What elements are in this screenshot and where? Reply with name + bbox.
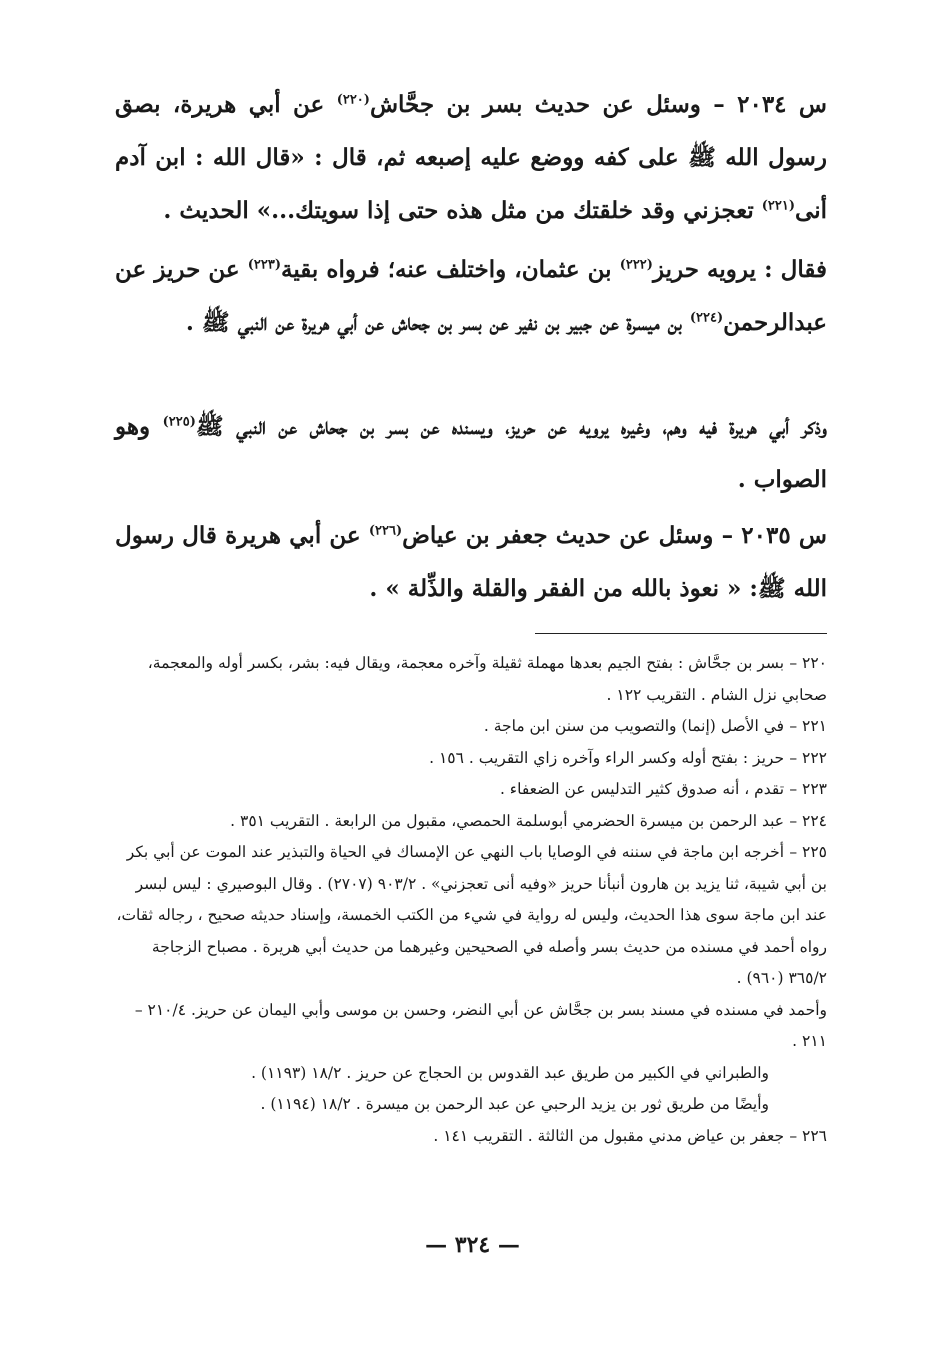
answer-text: فقال : يرويه حريز	[652, 256, 827, 283]
footnote-225-sub	[115, 1089, 827, 1121]
footnote-text: والطبراني في الكبير من طريق عبد القدوس بن الحجاج عن حريز . ١٨/٢ (١١٩٣) .	[251, 1063, 769, 1082]
question-2035	[115, 509, 827, 615]
question-number: س ٢٠٣٥	[741, 522, 827, 549]
footnote-225-sub	[115, 1058, 827, 1090]
answer-text: عن حريز عن عبدالرحمن	[115, 256, 827, 336]
footnote-number: ٢٢١ –	[789, 717, 827, 735]
question-text: عن أبي هريرة، بصق رسول الله ﷺ على كفه ووضع عليه إصبعه ثم، قال : «قال الله : ابن آدم أنى	[115, 91, 827, 224]
footnote-text: حريز : بفتح أوله وكسر الراء وآخره زاي التقريب . ١٥٦ .	[429, 748, 785, 767]
footnote-number: ٢٢٢ –	[789, 748, 827, 767]
footnote-text: وأحمد في مسنده في مسند بسر بن جحَّاش عن أبي النضر، وحسن بن موسى وأبي اليمان عن حريز. ٢١٠/٤ – ٢١١ .	[134, 1000, 827, 1050]
footnote-number: ٢٢٦ –	[789, 1126, 827, 1145]
page-number: — ٣٢٤ —	[425, 1232, 520, 1258]
footnote-number: ٢٢٣ –	[789, 780, 827, 798]
footnote-223	[115, 774, 827, 806]
footnotes	[115, 648, 827, 1152]
footnote-222	[115, 743, 827, 775]
footnote-ref: (٢٢٦)	[368, 523, 403, 539]
question-number: س ٢٠٣٤	[737, 91, 827, 118]
footnote-225	[115, 837, 827, 995]
footnote-text: بسر بن جحَّاش : بفتح الجيم بعدها مهملة ثقيلة وآخره معجمة، ويقال فيه: بشر، بكسر أوله والمعجمة، صحابي نزل الشام . التقريب ١٢٢ .	[147, 654, 827, 704]
footnote-ref: (٢٢١)	[761, 198, 796, 214]
footnote-224	[115, 806, 827, 838]
question-text: عن أبي هريرة قال رسول الله ﷺ: « نعوذ بالله من الفقر والقلة والذِّلة » .	[115, 522, 827, 602]
footnote-number: ٢٢٤ –	[789, 811, 827, 830]
answer-paragraph	[115, 400, 827, 506]
footnote-220	[115, 648, 827, 711]
footnote-divider	[535, 633, 827, 634]
footnote-ref: (٢٢٠)	[336, 92, 370, 108]
footnote-text: وأيضًا من طريق ثور بن يزيد الرحبي عن عبد الرحمن بن ميسرة . ١٨/٢ (١١٩٤) .	[260, 1095, 769, 1113]
question-text: – وسئل عن حديث بسر بن جحَّاش	[369, 91, 738, 118]
footnote-text: جعفر بن عياض مدني مقبول من الثالثة . التقريب ١٤١ .	[433, 1126, 785, 1145]
question-2034	[115, 78, 827, 237]
footnote-225-continuation	[115, 995, 827, 1058]
answer-text: وذكر أبي هريرة فيه وهم، وغيره يرويه عن حريز، ويسنده عن بسر بن جحاش عن النبي ﷺ	[195, 413, 828, 440]
footnote-ref: (٢٢٤)	[689, 310, 724, 326]
footnote-text: عبد الرحمن بن ميسرة الحضرمي أبوسلمة الحمصي، مقبول من الرابعة . التقريب ٣٥١ .	[230, 811, 785, 830]
footnote-ref: (٢٢٣)	[247, 257, 282, 273]
footnote-ref: (٢٢٥)	[162, 414, 196, 430]
footnote-number: ٢٢٠ –	[789, 654, 827, 672]
answer-text: بن عثمان، واختلف عنه؛ فرواه بقية	[281, 256, 620, 283]
footnote-text: في الأصل (إنما) والتصويب من سنن ابن ماجة .	[483, 717, 785, 735]
footnote-ref: (٢٢٢)	[619, 257, 653, 273]
answer-text: بن ميسرة عن جبير بن نفير عن بسر بن جحاش عن أبي هريرة عن النبي ﷺ .	[185, 309, 690, 336]
footnote-226	[115, 1121, 827, 1153]
footnote-221	[115, 711, 827, 743]
question-text: – وسئل عن حديث جعفر بن عياض	[402, 522, 742, 549]
question-text: تعجزني وقد خلقتك من مثل هذه حتى إذا سويتك...» الحديث .	[163, 197, 762, 224]
footnote-text: أخرجه ابن ماجة في سننه في الوصايا باب النهي عن الإمساك في الحياة والتبذير عند الموت عن أبي بكر بن أبي شيبة، ثنا يزيد بن هارون أنبأنا حريز «وفيه أنى تعجزني» . ٩٠٣/٢ (٢٧٠٧) . وقال البوصيري : ليس لبسر عند ابن ماجة سوى هذا الحديث، وليس له رواية في شيء من الكتب الخمسة، وإسناد حديثه صحيح ، رجاله ثقات، رواه أحمد في مسنده من حديث بسر وأصله في الصحيحين وغيرهما من حديث أبي هريرة . مصباح الزجاجة ٣٦٥/٢ (٩٦٠) .	[116, 843, 827, 987]
footnote-text: تقدم ، أنه صدوق كثير التدليس عن الضعفاء .	[499, 780, 785, 798]
answer-text: وهو الصواب .	[115, 413, 827, 493]
footnote-number: ٢٢٥ –	[789, 843, 827, 861]
answer-paragraph	[115, 243, 827, 349]
